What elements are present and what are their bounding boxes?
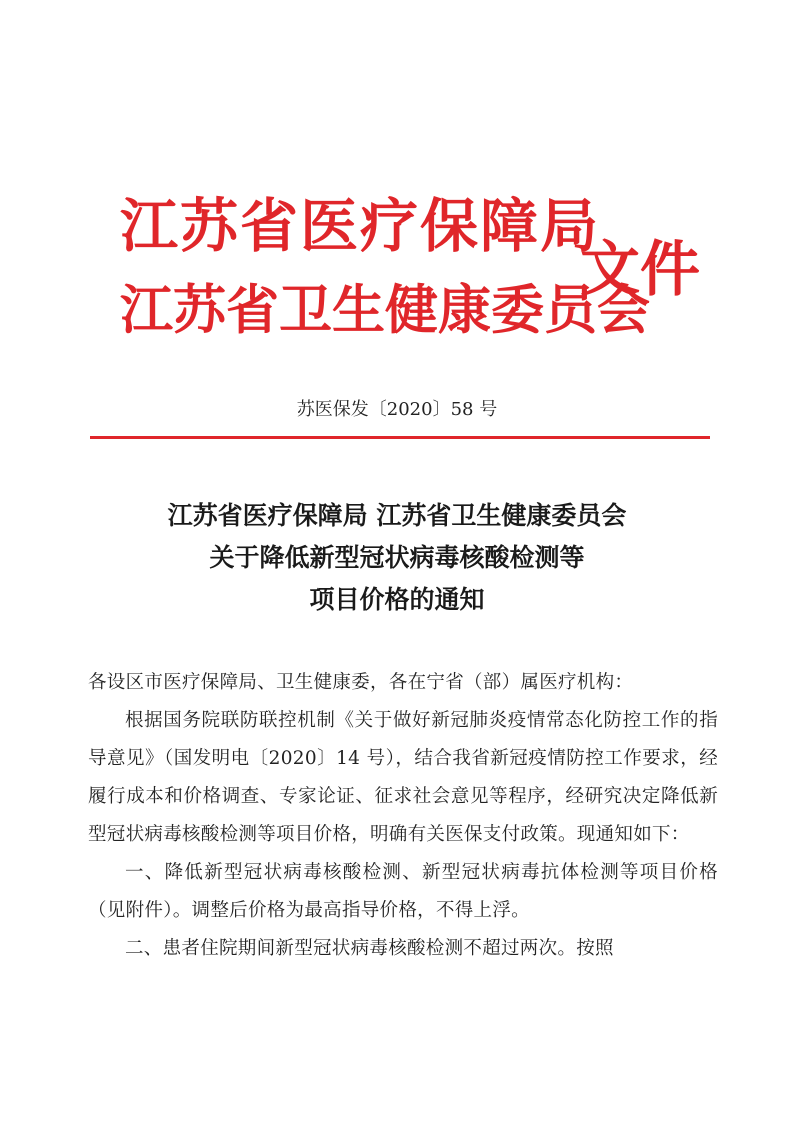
title-line-2: 关于降低新型冠状病毒核酸检测等 [209, 543, 585, 572]
letterhead-doc-word: 文件 [580, 235, 700, 305]
letterhead [120, 182, 700, 352]
title-line-1: 江苏省医疗保障局 江苏省卫生健康委员会 [167, 501, 627, 530]
letterhead-org-2: 江苏省卫生健康委员会 [120, 279, 650, 341]
paragraph-1: 根据国务院联防联控机制《关于做好新冠肺炎疫情常态化防控工作的指导意见》（国发明电〔2020〕14 号），结合我省新冠疫情防控工作要求，经履行成本和价格调查、专家论证、征求社会意见等程序，经研究决定降低新型冠状病毒核酸检测等项目价格，明确有关医保支付政策。现通知如下： [88, 710, 718, 845]
salutation: 各设区市医疗保障局、卫生健康委，各在宁省（部）属医疗机构： [88, 672, 634, 693]
title-line-3: 项目价格的通知 [309, 585, 485, 614]
document-body [88, 664, 718, 968]
red-divider-line [90, 436, 710, 439]
document-number: 苏医保发〔2020〕58 号 [296, 399, 498, 420]
letterhead-org-1: 江苏省医疗保障局 [120, 192, 601, 260]
paragraph-2: 一、降低新型冠状病毒核酸检测、新型冠状病毒抗体检测等项目价格（见附件）。调整后价格为最高指导价格，不得上浮。 [88, 862, 718, 921]
document-title [0, 495, 794, 621]
paragraph-3: 二、患者住院期间新型冠状病毒核酸检测不超过两次。按照 [125, 938, 614, 959]
